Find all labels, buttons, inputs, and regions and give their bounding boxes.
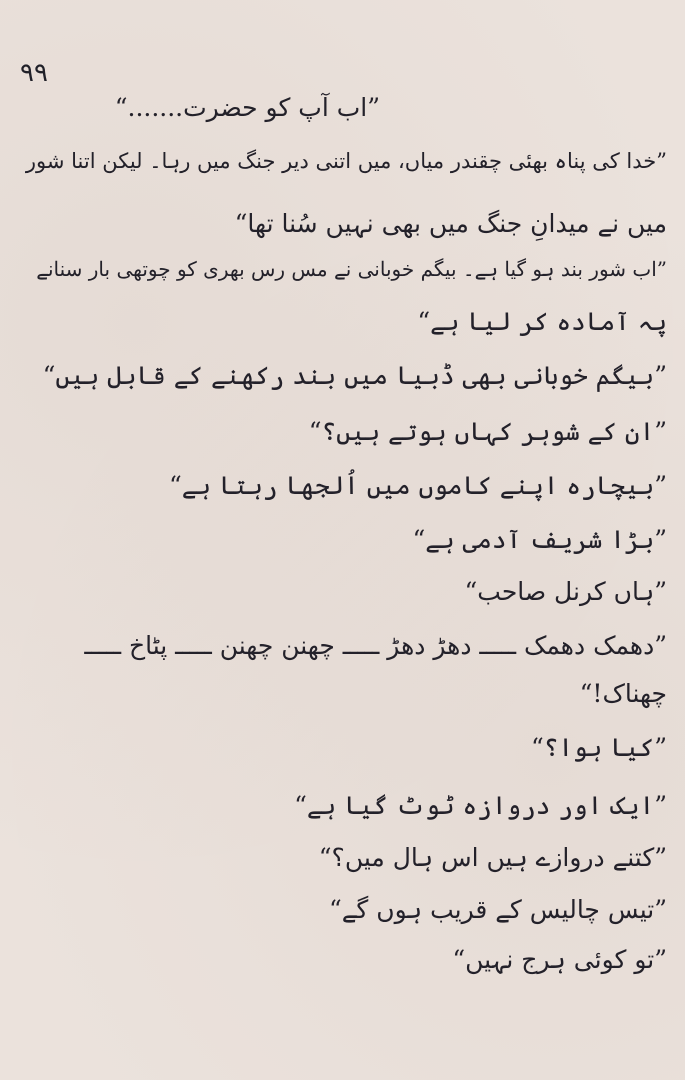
text-line: ”اب آپ کو حضرت.......“ — [114, 93, 380, 122]
text-line: ”تیس چالیس کے قریب ہوں گے“ — [328, 895, 667, 924]
text-line: ”ہاں کرنل صاحب“ — [464, 577, 667, 606]
text-line: چھناک!“ — [579, 679, 667, 708]
text-line: پہ آمادہ کر لیا ہے“ — [417, 307, 667, 336]
text-line: ”تو کوئی ہرج نہیں“ — [452, 945, 667, 974]
text-line: ”ان کے شوہر کہاں ہوتے ہیں؟“ — [308, 417, 667, 446]
page-number: ۹۹ — [20, 58, 48, 88]
text-line: ”ایک اور دروازہ ٹوٹ گیا ہے“ — [294, 791, 667, 820]
text-line: ”بیگم خوبانی بھی ڈبیا میں بند رکھنے کے قابل ہیں“ — [42, 361, 667, 390]
text-line: ”بڑا شریف آدمی ہے“ — [412, 525, 667, 554]
text-line: ”اب شور بند ہو گیا ہے۔ بیگم خوبانی نے مس رس بھری کو چوتھی بار سنانے — [36, 257, 667, 281]
text-line: ”دھمک دھمک ـــــ دھڑ دھڑ ـــــ چھنن چھنن ـــــ پٹاخ ـــــ — [84, 631, 667, 660]
text-line: ”کتنے دروازے ہیں اس ہال میں؟“ — [318, 843, 667, 872]
text-line: میں نے میدانِ جنگ میں بھی نہیں سُنا تھا“ — [234, 209, 667, 238]
text-line: ”کیا ہوا؟“ — [530, 733, 667, 762]
text-line: ”خدا کی پناہ بھئی چقندر میاں، میں اتنی دیر جنگ میں رہا۔ لیکن اتنا شور — [25, 149, 667, 173]
text-line: ”بیچارہ اپنے کاموں میں اُلجھا رہتا ہے“ — [168, 471, 667, 500]
